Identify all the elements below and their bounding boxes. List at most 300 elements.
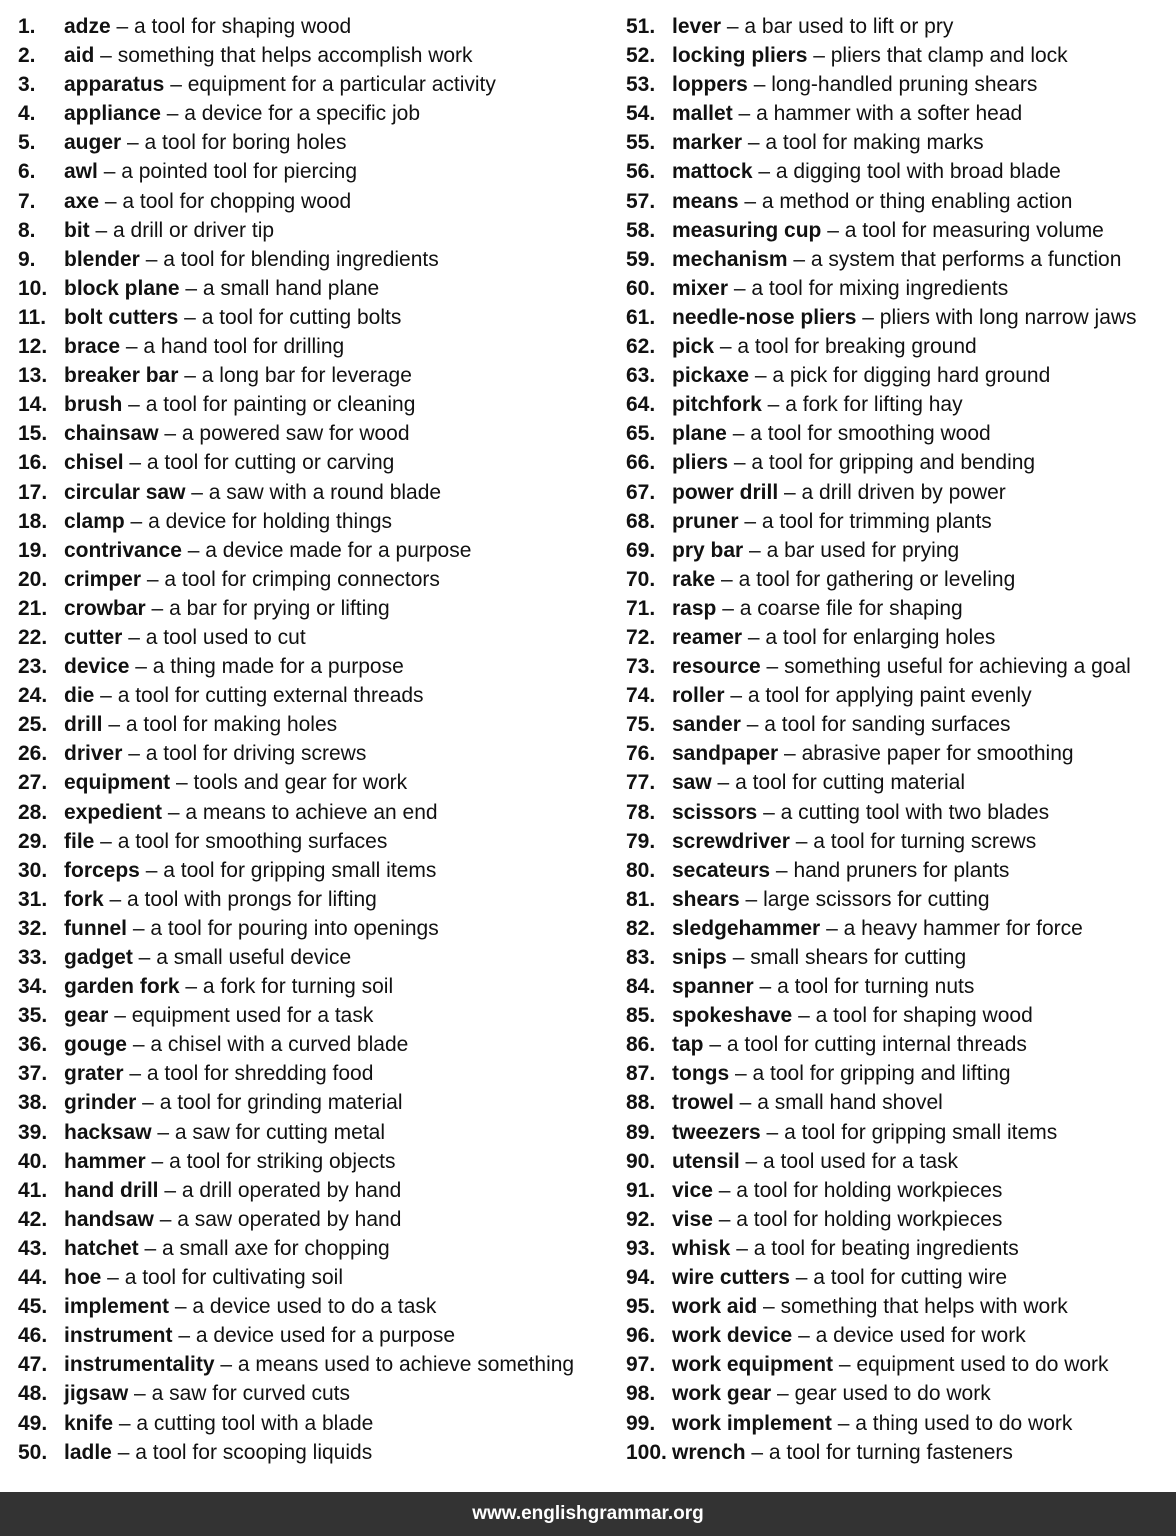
item-term: locking pliers <box>672 44 808 68</box>
item-term: mechanism <box>672 247 788 271</box>
item-separator: – <box>153 1207 178 1231</box>
list-item <box>18 1118 618 1147</box>
item-definition: a tool for shaping wood <box>134 15 352 38</box>
item-term: crowbar <box>64 596 146 620</box>
item-separator: – <box>752 160 776 184</box>
item-term: pry bar <box>672 538 744 562</box>
item-definition: a tool for gathering or leveling <box>738 567 1016 591</box>
item-number: 75. <box>626 713 656 737</box>
item-separator: – <box>160 102 185 126</box>
item-number: 37. <box>18 1062 48 1086</box>
item-term: vise <box>672 1207 713 1231</box>
list-item <box>18 303 618 332</box>
item-term: grinder <box>64 1091 137 1115</box>
item-definition: a tool for measuring volume <box>844 218 1104 242</box>
item-separator: – <box>778 480 802 504</box>
item-separator: – <box>712 1178 737 1202</box>
item-definition: a method or thing enabling action <box>761 189 1073 213</box>
item-separator: – <box>703 1033 727 1057</box>
item-separator: – <box>132 946 157 969</box>
list-item <box>626 390 1171 419</box>
item-definition: a small useful device <box>156 946 352 969</box>
list-item <box>18 1350 618 1379</box>
item-definition: equipment used to do work <box>856 1353 1109 1377</box>
item-separator: – <box>151 1120 175 1144</box>
item-separator: – <box>742 625 766 649</box>
item-term: axe <box>64 189 100 213</box>
item-separator: – <box>141 567 165 591</box>
item-term: utensil <box>672 1149 740 1173</box>
item-number: 9. <box>18 247 36 271</box>
item-separator: – <box>739 1149 764 1173</box>
item-term: secateurs <box>672 858 771 882</box>
item-term: scissors <box>672 800 758 824</box>
item-term: gear <box>64 1004 109 1028</box>
item-definition: small shears for cutting <box>750 946 967 969</box>
footer-bar <box>0 1492 1176 1536</box>
list-item <box>626 710 1171 739</box>
list-item <box>626 128 1171 157</box>
item-definition: a saw operated by hand <box>177 1207 402 1231</box>
item-number: 78. <box>626 800 656 824</box>
item-term: aid <box>64 44 95 68</box>
footer-url: www.englishgrammar.org <box>472 1503 704 1524</box>
item-definition: a small hand plane <box>202 276 380 300</box>
item-separator: – <box>97 160 122 184</box>
list-item <box>18 245 618 274</box>
item-separator: – <box>158 1178 182 1202</box>
item-number: 62. <box>626 335 656 359</box>
item-term: plane <box>672 422 727 446</box>
item-separator: – <box>821 218 845 242</box>
item-separator: – <box>728 276 752 300</box>
item-number: 83. <box>626 946 656 969</box>
item-separator: – <box>169 1295 193 1319</box>
item-term: snips <box>672 946 727 969</box>
item-separator: – <box>787 247 811 271</box>
item-term: clamp <box>64 509 125 533</box>
item-term: screwdriver <box>672 829 790 853</box>
item-term: wire cutters <box>672 1266 790 1290</box>
item-term: die <box>64 684 95 708</box>
item-term: ladle <box>64 1440 112 1464</box>
item-separator: – <box>128 1382 152 1406</box>
item-term: adze <box>64 15 111 38</box>
item-definition: pliers that clamp and lock <box>830 44 1068 68</box>
item-definition: abrasive paper for smoothing <box>801 742 1074 766</box>
item-separator: – <box>145 1149 170 1173</box>
item-definition: a fork for turning soil <box>202 975 394 999</box>
item-term: spokeshave <box>672 1004 793 1028</box>
item-definition: a long bar for leverage <box>201 364 412 388</box>
list-item <box>18 361 618 390</box>
item-separator: – <box>729 1062 753 1086</box>
list-item <box>626 972 1171 1001</box>
item-definition: a chisel with a curved blade <box>150 1033 409 1057</box>
item-definition: a device used for work <box>815 1324 1026 1348</box>
item-term: pitchfork <box>672 393 762 417</box>
item-definition: a tool for driving screws <box>145 742 367 766</box>
item-definition: a tool for painting or cleaning <box>145 393 416 417</box>
item-number: 3. <box>18 73 36 97</box>
item-definition: a tool for making holes <box>125 713 338 737</box>
list-item <box>18 419 618 448</box>
item-separator: – <box>714 335 738 359</box>
item-definition: a tool for cutting external threads <box>117 684 424 708</box>
item-number: 97. <box>626 1353 656 1377</box>
item-separator: – <box>747 73 772 97</box>
item-definition: a fork for lifting hay <box>785 393 963 417</box>
item-separator: – <box>742 131 766 155</box>
item-separator: – <box>178 364 202 388</box>
item-number: 17. <box>18 480 48 504</box>
item-definition: a coarse file for shaping <box>739 596 963 620</box>
list-item <box>626 361 1171 390</box>
item-term: hammer <box>64 1149 146 1173</box>
item-number: 90. <box>626 1149 656 1173</box>
item-number: 70. <box>626 567 656 591</box>
list-item <box>626 681 1171 710</box>
item-term: work aid <box>672 1295 758 1319</box>
item-number: 79. <box>626 829 656 853</box>
list-item <box>626 1176 1171 1205</box>
item-number: 44. <box>18 1266 48 1290</box>
item-number: 94. <box>626 1266 656 1290</box>
item-term: circular saw <box>64 480 186 504</box>
item-definition: a tool for cutting bolts <box>201 305 402 329</box>
list-item <box>18 536 618 565</box>
item-separator: – <box>127 916 151 940</box>
item-separator: – <box>771 1382 795 1406</box>
list-item <box>18 1088 618 1117</box>
item-definition: tools and gear for work <box>193 771 408 795</box>
item-term: sandpaper <box>672 742 779 766</box>
item-number: 98. <box>626 1382 656 1406</box>
item-separator: – <box>721 15 745 38</box>
item-separator: – <box>99 189 123 213</box>
item-definition: a device made for a purpose <box>205 538 472 562</box>
list-item <box>18 1147 618 1176</box>
item-separator: – <box>733 1091 758 1115</box>
list-item <box>626 914 1171 943</box>
item-definition: a tool for cutting internal threads <box>726 1033 1027 1057</box>
list-item <box>18 943 618 972</box>
item-separator: – <box>831 1411 856 1435</box>
item-definition: a tool for sanding surfaces <box>764 713 1011 737</box>
item-number: 21. <box>18 596 48 620</box>
list-item <box>626 419 1171 448</box>
list-item <box>18 216 618 245</box>
item-term: marker <box>672 131 743 155</box>
item-definition: a tool for chopping wood <box>122 189 352 213</box>
item-term: block plane <box>64 276 180 300</box>
list-item <box>626 12 1171 41</box>
list-item <box>626 1030 1171 1059</box>
item-separator: – <box>739 887 764 911</box>
item-number: 52. <box>626 44 656 68</box>
list-item <box>18 187 618 216</box>
item-separator: – <box>170 771 194 795</box>
item-number: 24. <box>18 684 48 708</box>
list-item <box>626 1350 1171 1379</box>
list-item <box>626 1321 1171 1350</box>
item-number: 28. <box>18 800 48 824</box>
item-number: 22. <box>18 625 48 649</box>
list-item <box>626 856 1171 885</box>
item-number: 39. <box>18 1120 48 1144</box>
item-separator: – <box>129 655 153 679</box>
item-term: whisk <box>672 1236 731 1260</box>
list-item <box>626 885 1171 914</box>
list-item <box>626 652 1171 681</box>
item-term: trowel <box>672 1091 734 1115</box>
list-item <box>18 448 618 477</box>
item-term: appliance <box>64 102 161 126</box>
item-term: breaker bar <box>64 364 179 388</box>
item-number: 55. <box>626 131 656 155</box>
item-separator: – <box>760 655 785 679</box>
item-separator: – <box>712 1207 737 1231</box>
item-separator: – <box>792 1324 816 1348</box>
item-number: 35. <box>18 1004 48 1028</box>
list-item <box>18 827 618 856</box>
item-term: brush <box>64 393 123 417</box>
item-separator: – <box>726 422 751 446</box>
item-separator: – <box>158 422 182 446</box>
item-definition: a hammer with a softer head <box>756 102 1023 126</box>
item-definition: a heavy hammer for force <box>843 916 1083 940</box>
item-separator: – <box>123 451 147 475</box>
item-definition: a digging tool with broad blade <box>775 160 1061 184</box>
word-list-left-column <box>18 12 618 1467</box>
item-term: chainsaw <box>64 422 159 446</box>
item-separator: – <box>110 15 135 38</box>
item-term: contrivance <box>64 538 182 562</box>
item-number: 12. <box>18 335 48 359</box>
item-number: 2. <box>18 44 36 68</box>
list-item <box>18 914 618 943</box>
item-term: forceps <box>64 858 140 882</box>
item-definition: gear used to do work <box>794 1382 991 1406</box>
item-term: power drill <box>672 480 779 504</box>
item-number: 68. <box>626 509 656 533</box>
item-definition: a tool for gripping and bending <box>751 451 1036 475</box>
item-term: knife <box>64 1411 114 1435</box>
item-number: 18. <box>18 509 48 533</box>
item-definition: a tool for smoothing wood <box>750 422 991 446</box>
item-definition: a tool for crimping connectors <box>164 567 440 591</box>
item-separator: – <box>181 538 206 562</box>
item-definition: a means used to achieve something <box>237 1353 575 1377</box>
item-definition: a tool for cutting wire <box>813 1266 1008 1290</box>
item-separator: – <box>833 1353 857 1377</box>
item-separator: – <box>726 946 751 969</box>
item-definition: a tool for enlarging holes <box>765 625 996 649</box>
item-number: 34. <box>18 975 48 999</box>
item-number: 8. <box>18 218 36 242</box>
item-term: gouge <box>64 1033 127 1057</box>
item-number: 64. <box>626 393 656 417</box>
item-definition: a tool with prongs for lifting <box>127 887 377 911</box>
item-definition: a tool for gripping and lifting <box>752 1062 1011 1086</box>
item-definition: a tool for holding workpieces <box>736 1178 1003 1202</box>
item-separator: – <box>113 1411 137 1435</box>
item-number: 84. <box>626 975 656 999</box>
list-item <box>18 1205 618 1234</box>
list-item <box>18 478 618 507</box>
item-definition: a device used to do a task <box>192 1295 437 1319</box>
list-item <box>626 1118 1171 1147</box>
item-number: 32. <box>18 916 48 940</box>
list-item <box>626 1263 1171 1292</box>
item-separator: – <box>122 625 146 649</box>
list-item <box>18 1176 618 1205</box>
item-definition: a saw with a round blade <box>208 480 442 504</box>
item-definition: a device used for a purpose <box>195 1324 456 1348</box>
item-definition: a tool for blending ingredients <box>163 247 439 271</box>
list-item <box>626 827 1171 856</box>
item-separator: – <box>179 276 203 300</box>
item-number: 99. <box>626 1411 656 1435</box>
item-number: 95. <box>626 1295 656 1319</box>
list-item <box>18 274 618 303</box>
item-term: work gear <box>672 1382 772 1406</box>
item-definition: a tool for beating ingredients <box>753 1236 1019 1260</box>
item-separator: – <box>172 1324 196 1348</box>
item-definition: a cutting tool with a blade <box>136 1411 374 1435</box>
item-definition: a tool for scooping liquids <box>135 1440 373 1464</box>
list-item <box>626 99 1171 128</box>
list-item <box>626 1001 1171 1030</box>
item-separator: – <box>138 1236 163 1260</box>
item-term: sander <box>672 713 741 737</box>
item-definition: a tool for turning fasteners <box>768 1440 1013 1464</box>
item-separator: – <box>120 335 144 359</box>
item-number: 59. <box>626 247 656 271</box>
item-separator: – <box>792 1004 816 1028</box>
item-separator: – <box>139 858 164 882</box>
item-separator: – <box>121 131 145 155</box>
item-definition: a tool for gripping small items <box>784 1120 1058 1144</box>
item-number: 29. <box>18 829 48 853</box>
list-item <box>18 623 618 652</box>
item-number: 58. <box>626 218 656 242</box>
item-number: 54. <box>626 102 656 126</box>
list-item <box>626 565 1171 594</box>
list-item <box>18 70 618 99</box>
item-separator: – <box>122 742 146 766</box>
item-separator: – <box>94 44 118 68</box>
list-item <box>626 1147 1171 1176</box>
item-number: 67. <box>626 480 656 504</box>
item-separator: – <box>136 1091 160 1115</box>
item-number: 48. <box>18 1382 48 1406</box>
item-definition: a small hand shovel <box>757 1091 943 1115</box>
item-number: 46. <box>18 1324 48 1348</box>
item-definition: a tool used to cut <box>145 625 306 649</box>
item-separator: – <box>749 364 773 388</box>
list-item <box>626 623 1171 652</box>
item-term: vice <box>672 1178 713 1202</box>
item-term: means <box>672 189 739 213</box>
item-term: hoe <box>64 1266 102 1290</box>
item-term: device <box>64 655 130 679</box>
item-definition: a tool for shaping wood <box>815 1004 1033 1028</box>
item-definition: a small axe for chopping <box>162 1236 390 1260</box>
item-number: 47. <box>18 1353 48 1377</box>
item-term: grater <box>64 1062 124 1086</box>
item-definition: a powered saw for wood <box>181 422 410 446</box>
item-separator: – <box>103 887 128 911</box>
item-definition: a tool for striking objects <box>169 1149 396 1173</box>
item-definition: a bar used to lift or pry <box>744 15 954 38</box>
list-item <box>626 332 1171 361</box>
item-definition: a thing used to do work <box>855 1411 1073 1435</box>
item-separator: – <box>101 1266 125 1290</box>
item-separator: – <box>185 480 209 504</box>
item-number: 51. <box>626 15 656 38</box>
item-definition: a pointed tool for piercing <box>121 160 358 184</box>
item-number: 72. <box>626 625 656 649</box>
item-term: chisel <box>64 451 124 475</box>
list-item <box>18 885 618 914</box>
item-term: implement <box>64 1295 170 1319</box>
item-definition: a tool for smoothing surfaces <box>117 829 388 853</box>
list-item <box>18 1030 618 1059</box>
item-number: 81. <box>626 887 656 911</box>
item-separator: – <box>856 305 880 329</box>
item-term: pruner <box>672 509 739 533</box>
item-number: 93. <box>626 1236 656 1260</box>
item-number: 19. <box>18 538 48 562</box>
list-item <box>18 1001 618 1030</box>
item-number: 56. <box>626 160 656 184</box>
item-term: rasp <box>672 596 717 620</box>
item-term: tweezers <box>672 1120 761 1144</box>
list-item <box>18 798 618 827</box>
item-separator: – <box>111 1440 136 1464</box>
item-definition: a tool for cutting material <box>735 771 966 795</box>
item-number: 13. <box>18 364 48 388</box>
list-item <box>626 507 1171 536</box>
item-term: instrumentality <box>64 1353 215 1377</box>
list-item <box>626 1205 1171 1234</box>
list-item <box>626 1438 1171 1467</box>
item-number: 50. <box>18 1440 48 1464</box>
item-term: mallet <box>672 102 733 126</box>
list-item <box>626 157 1171 186</box>
list-item <box>18 1059 618 1088</box>
item-term: file <box>64 829 95 853</box>
item-number: 23. <box>18 655 48 679</box>
item-definition: a means to achieve an end <box>185 800 438 824</box>
list-item <box>626 768 1171 797</box>
list-item <box>18 12 618 41</box>
item-separator: – <box>164 73 188 97</box>
item-definition: a tool for cutting or carving <box>146 451 395 475</box>
item-term: pick <box>672 335 715 359</box>
list-item <box>626 245 1171 274</box>
item-term: loppers <box>672 73 748 97</box>
item-number: 76. <box>626 742 656 766</box>
item-number: 71. <box>626 596 656 620</box>
item-term: equipment <box>64 771 171 795</box>
item-separator: – <box>730 1236 754 1260</box>
item-term: expedient <box>64 800 163 824</box>
item-separator: – <box>757 1295 781 1319</box>
item-definition: something that helps accomplish work <box>117 44 473 68</box>
item-term: mixer <box>672 276 729 300</box>
